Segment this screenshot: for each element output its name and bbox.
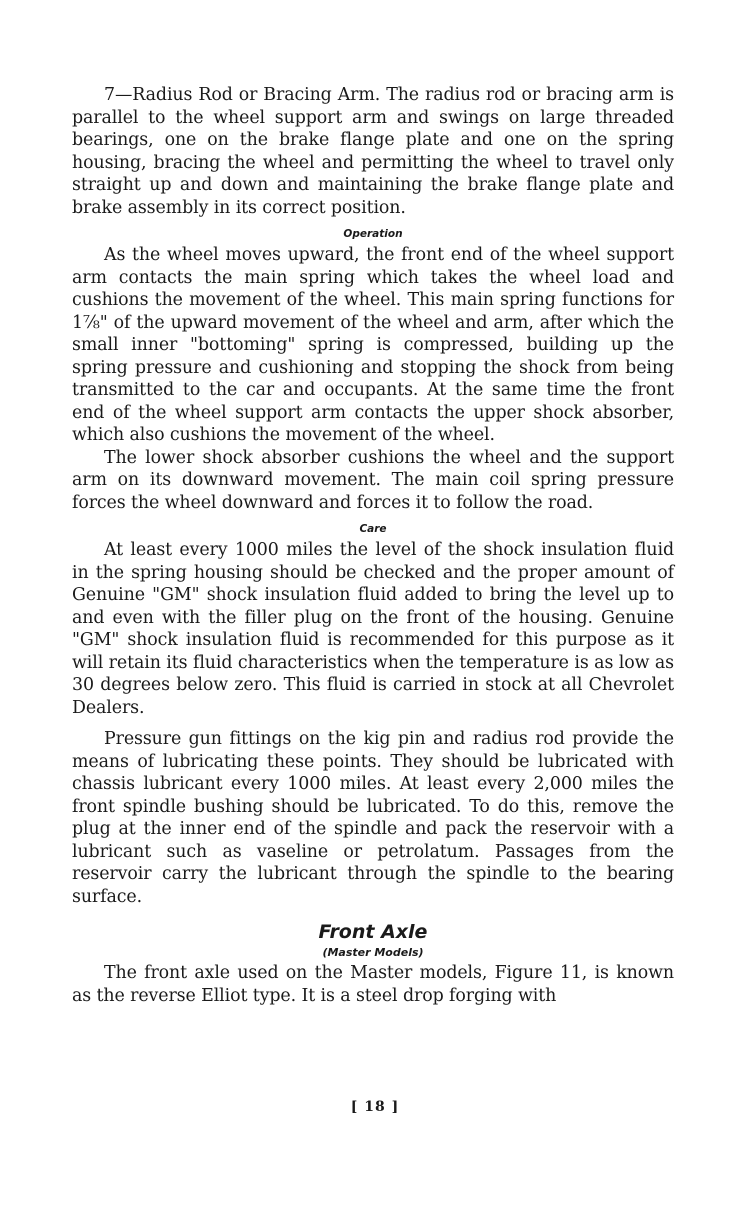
document-page xyxy=(72,84,674,1007)
operation-paragraph-upward: As the wheel moves upward, the front end of the wheel support arm contacts the main spring which takes the wheel load and cushions the movement of the wheel. This main spring functions for 1⅞" of the upward movement of the wheel and arm, after which the small inner "bottoming" spring is compressed, building up the spring pressure and cushioning and stopping the shock from being transmitted to the car and occupants. At the same time the front end of the wheel support arm contacts the upper shock absorber, which also cushions the movement of the wheel. xyxy=(72,245,674,445)
radius-rod-paragraph: 7—Radius Rod or Bracing Arm. The radius rod or bracing arm is parallel to the wheel support arm and swings on large threaded bearings, one on the brake flange plate and one on the spring housing, bracing the wheel and permitting the wheel to travel only straight up and down and maintaining the brake flange plate and brake assembly in its correct position. xyxy=(72,85,674,218)
operation-heading: Operation xyxy=(343,228,403,240)
master-models-subheading: (Master Models) xyxy=(322,946,424,959)
page-number: [ 18 ] xyxy=(350,1099,400,1115)
care-paragraph-fluid: At least every 1000 miles the level of the shock insulation fluid in the spring housing should be checked and the proper amount of Genuine "GM" shock insulation fluid added to bring the level up to and even with the filler plug on the front of the housing. Genuine "GM" shock insulation fluid is recommended for this purpose as it will retain its fluid characteristics when the temperature is as low as 30 degrees below zero. This fluid is carried in stock at all Chevrolet Dealers. xyxy=(72,540,674,718)
front-axle-paragraph: The front axle used on the Master models, Figure 11, is known as the reverse Elliot type. It is a steel drop forging with xyxy=(72,963,674,1006)
operation-paragraph-downward: The lower shock absorber cushions the wheel and the support arm on its downward movement. The main coil spring pressure forces the wheel downward and forces it to follow the road. xyxy=(72,447,674,513)
care-paragraph-lubrication: Pressure gun fittings on the kig pin and radius rod provide the means of lubricating these points. They should be lubricated with chassis lubricant every 1000 miles. At least every 2,000 miles the front spindle bushing should be lubricated. To do this, remove the plug at the inner end of the spindle and pack the reservoir with a lubricant such as vaseline or petrolatum. Passages from the reservoir carry the lubricant through the spindle to the bearing surface. xyxy=(72,729,674,907)
front-axle-heading: Front Axle xyxy=(318,921,428,943)
care-heading: Care xyxy=(359,523,387,535)
